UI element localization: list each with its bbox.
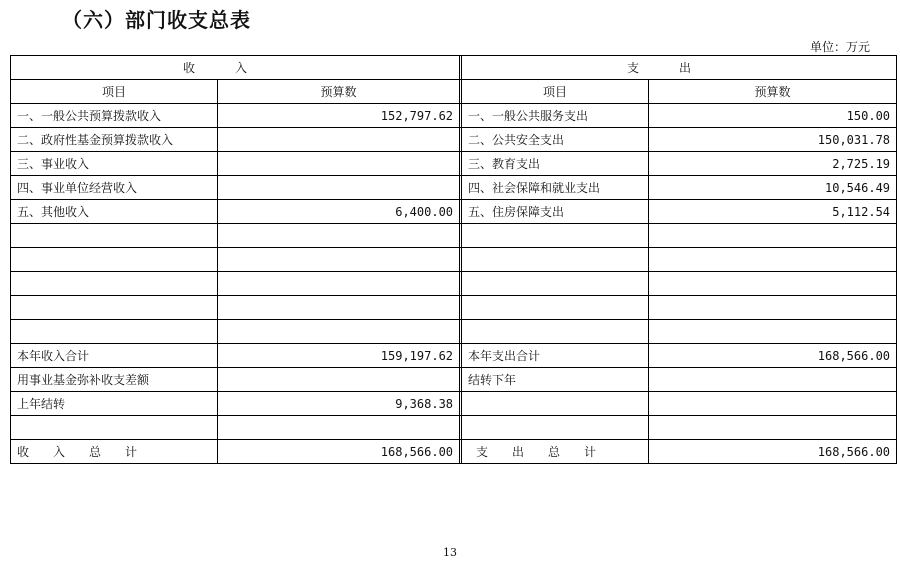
income-item: 四、事业单位经营收入 (11, 176, 218, 200)
expense-budget: 168,566.00 (649, 344, 897, 368)
income-item (11, 248, 218, 272)
table-row (11, 416, 897, 440)
income-budget (218, 248, 460, 272)
expense-item (462, 392, 649, 416)
table-row (11, 392, 897, 416)
expense-budget (649, 296, 897, 320)
expense-budget (649, 224, 897, 248)
income-item (11, 416, 218, 440)
income-header: 收入 (11, 56, 460, 80)
page-number: 13 (443, 546, 457, 559)
column-header-row (11, 80, 897, 104)
income-budget: 152,797.62 (218, 104, 460, 128)
expense-item (462, 320, 649, 344)
expense-budget: 150.00 (649, 104, 897, 128)
table-row (11, 152, 897, 176)
income-item: 三、事业收入 (11, 152, 218, 176)
expense-header: 支出 (462, 56, 897, 80)
page-title: （六）部门收支总表 (62, 8, 251, 32)
income-budget (218, 176, 460, 200)
expense-item (462, 272, 649, 296)
table-row (11, 368, 897, 392)
income-item (11, 320, 218, 344)
expense-budget: 10,546.49 (649, 176, 897, 200)
expense-total-value: 168,566.00 (649, 440, 897, 464)
income-budget-header: 预算数 (218, 80, 460, 104)
budget-table-body (11, 56, 897, 464)
income-budget (218, 272, 460, 296)
income-item: 五、其他收入 (11, 200, 218, 224)
expense-item: 五、住房保障支出 (462, 200, 649, 224)
expense-item: 四、社会保障和就业支出 (462, 176, 649, 200)
income-item (11, 272, 218, 296)
income-total-label: 收入总计 (11, 440, 218, 464)
expense-total-label: 支出总计 (462, 440, 649, 464)
budget-table (10, 55, 897, 464)
income-item (11, 296, 218, 320)
expense-item (462, 416, 649, 440)
expense-budget (649, 248, 897, 272)
table-row (11, 344, 897, 368)
expense-budget (649, 272, 897, 296)
income-budget: 9,368.38 (218, 392, 460, 416)
income-item: 一、一般公共预算拨款收入 (11, 104, 218, 128)
income-budget: 6,400.00 (218, 200, 460, 224)
income-total-value: 168,566.00 (218, 440, 460, 464)
grand-total-row (11, 440, 897, 464)
income-budget (218, 152, 460, 176)
income-budget (218, 224, 460, 248)
table-row (11, 248, 897, 272)
expense-budget: 150,031.78 (649, 128, 897, 152)
table-row (11, 200, 897, 224)
income-budget (218, 416, 460, 440)
income-budget: 159,197.62 (218, 344, 460, 368)
expense-item (462, 224, 649, 248)
table-row (11, 320, 897, 344)
table-row (11, 296, 897, 320)
income-item: 本年收入合计 (11, 344, 218, 368)
expense-budget (649, 320, 897, 344)
expense-budget (649, 416, 897, 440)
expense-budget-header: 预算数 (649, 80, 897, 104)
expense-item: 三、教育支出 (462, 152, 649, 176)
income-budget (218, 128, 460, 152)
income-item-header: 项目 (11, 80, 218, 104)
income-budget (218, 320, 460, 344)
table-row (11, 224, 897, 248)
expense-item: 二、公共安全支出 (462, 128, 649, 152)
income-item: 二、政府性基金预算拨款收入 (11, 128, 218, 152)
expense-item: 本年支出合计 (462, 344, 649, 368)
expense-item: 一、一般公共服务支出 (462, 104, 649, 128)
expense-item (462, 248, 649, 272)
expense-budget (649, 368, 897, 392)
income-item (11, 224, 218, 248)
income-budget (218, 296, 460, 320)
section-header-row (11, 56, 897, 80)
expense-item-header: 项目 (462, 80, 649, 104)
expense-item: 结转下年 (462, 368, 649, 392)
table-row (11, 272, 897, 296)
expense-item (462, 296, 649, 320)
unit-label: 单位：万元 (809, 40, 870, 54)
table-row (11, 104, 897, 128)
expense-budget: 2,725.19 (649, 152, 897, 176)
table-row (11, 128, 897, 152)
income-item: 上年结转 (11, 392, 218, 416)
income-item: 用事业基金弥补收支差额 (11, 368, 218, 392)
income-budget (218, 368, 460, 392)
expense-budget (649, 392, 897, 416)
table-row (11, 176, 897, 200)
expense-budget: 5,112.54 (649, 200, 897, 224)
